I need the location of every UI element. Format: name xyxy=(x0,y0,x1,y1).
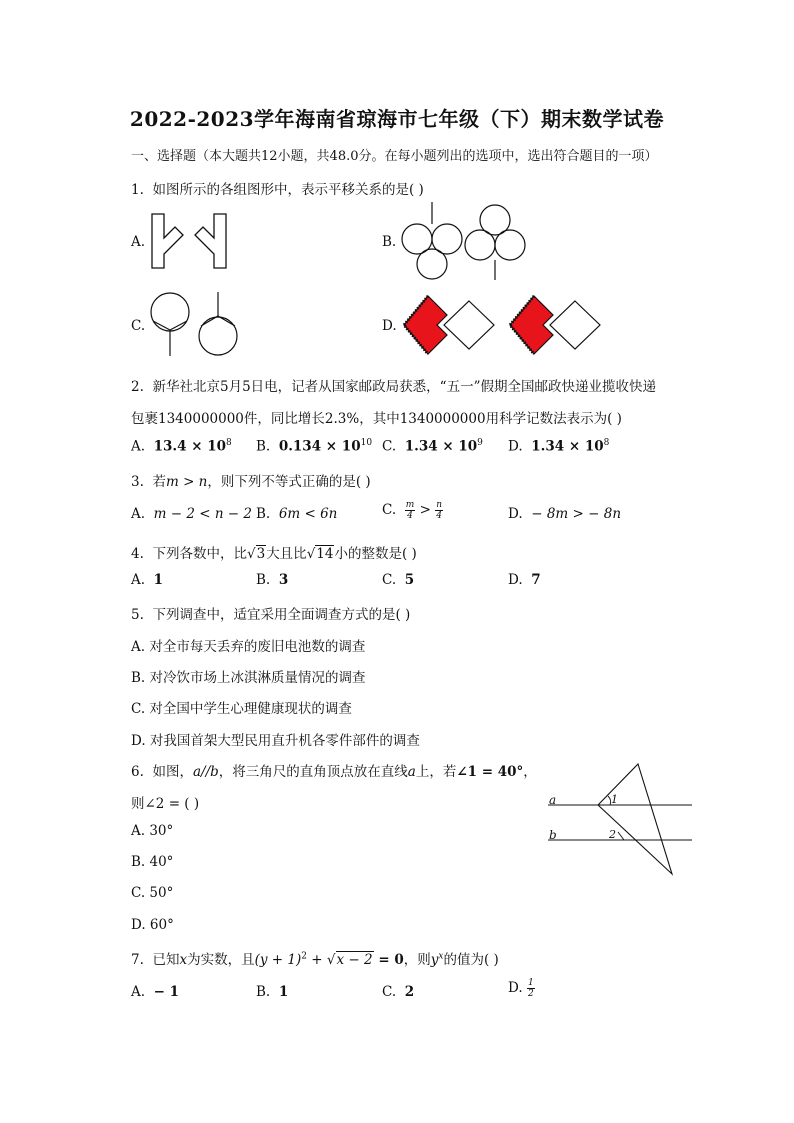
label-b: b xyxy=(549,828,557,842)
option-b-label: B. xyxy=(382,234,397,250)
question-2-line-2: 包裹1340000000件，同比增长2.3%，其中1340000000用科学记数法表示为( ) xyxy=(131,411,622,427)
question-6-line-2: 则∠2 = ( ) xyxy=(131,796,200,812)
question-text: 如图所示的各组图形中，表示平移关系的是( ) xyxy=(152,182,424,198)
q7-option-b: B. 1 xyxy=(256,984,289,1000)
label-angle-1: 1 xyxy=(611,793,618,806)
q5-option-a: A. 对全市每天丢弃的废旧电池数的调查 xyxy=(131,639,366,655)
q4-option-a: A. 1 xyxy=(131,572,164,588)
q6-option-b: B. 40° xyxy=(131,854,174,870)
option-a-label: A. xyxy=(131,234,146,250)
question-6-line-1: 6. 如图，a//b，将三角尺的直角顶点放在直线a上，若∠1 = 40°， xyxy=(131,764,537,780)
q3-option-c: C. $\frac{m}{4}$ > $\frac{n}{4}$ xyxy=(382,500,442,521)
q2-option-c: C. $1.34 \times 10^9$ xyxy=(382,438,483,455)
q4-option-d: D. 7 xyxy=(508,572,541,588)
q3-option-b: B. 6m < 6n xyxy=(256,506,338,522)
figure-b-circles xyxy=(400,200,530,282)
page-title: 2022-2023学年海南省琼海市七年级（下）期末数学试卷 xyxy=(129,107,665,131)
figure-a-y-shapes xyxy=(150,210,230,272)
question-5: 5. 下列调查中，适宜采用全面调查方式的是( ) xyxy=(131,607,411,623)
q7-option-a: A. − 1 xyxy=(131,984,180,1000)
figure-d-diamonds xyxy=(402,294,602,356)
q2-option-b: B. $0.134 \times 10^{10}$ xyxy=(256,438,373,455)
q4-option-b: B. 3 xyxy=(256,572,289,588)
question-number: 1. xyxy=(131,182,144,198)
q4-option-c: C. 5 xyxy=(382,572,415,588)
question-7: 7. 已知x为实数，且$(y + 1)^2 + √x - 2 = 0$，则$y^x$的值为( ) xyxy=(131,951,499,968)
question-1 xyxy=(131,178,424,198)
q6-option-d: D. 60° xyxy=(131,917,174,933)
q3-option-d: D. − 8m > − 8n xyxy=(508,506,622,522)
q5-option-b: B. 对冷饮市场上冰淇淋质量情况的调查 xyxy=(131,670,366,686)
section-heading: 一、选择题（本大题共12小题，共48.0分。在每小题列出的选项中，选出符合题目的一项） xyxy=(131,149,658,164)
question-2-line-1: 2. 新华社北京5月5日电，记者从国家邮政局获悉，“五一”假期全国邮政快递业揽收快递 xyxy=(131,379,656,395)
q2-option-a: A. $13.4 \times 10^8$ xyxy=(131,438,232,455)
q7-option-c: C. 2 xyxy=(382,984,415,1000)
q6-option-a: A. 30° xyxy=(131,823,174,839)
figure-parallel-lines-triangle xyxy=(546,760,696,878)
q6-option-c: C. 50° xyxy=(131,885,174,901)
q5-option-c: C. 对全国中学生心理健康现状的调查 xyxy=(131,701,352,717)
q5-option-d: D. 对我国首架大型民用直升机各零件部件的调查 xyxy=(131,733,420,749)
label-a: a xyxy=(549,793,557,807)
q2-option-d: D. $1.34 \times 10^8$ xyxy=(508,438,610,455)
option-d-label: D. xyxy=(382,318,397,334)
question-3: 3. 若m > n，则下列不等式正确的是( ) xyxy=(131,474,371,490)
label-angle-2: 2 xyxy=(609,828,616,841)
q3-option-a: A. m − 2 < n − 2 xyxy=(131,506,252,522)
figure-c-circles-with-lines xyxy=(148,290,248,360)
q7-option-d: D. $\frac{1}{2}$ xyxy=(508,978,534,999)
option-c-label: C. xyxy=(131,318,146,334)
question-4: 4. 下列各数中，比√3大且比√14小的整数是( ) xyxy=(131,546,417,562)
